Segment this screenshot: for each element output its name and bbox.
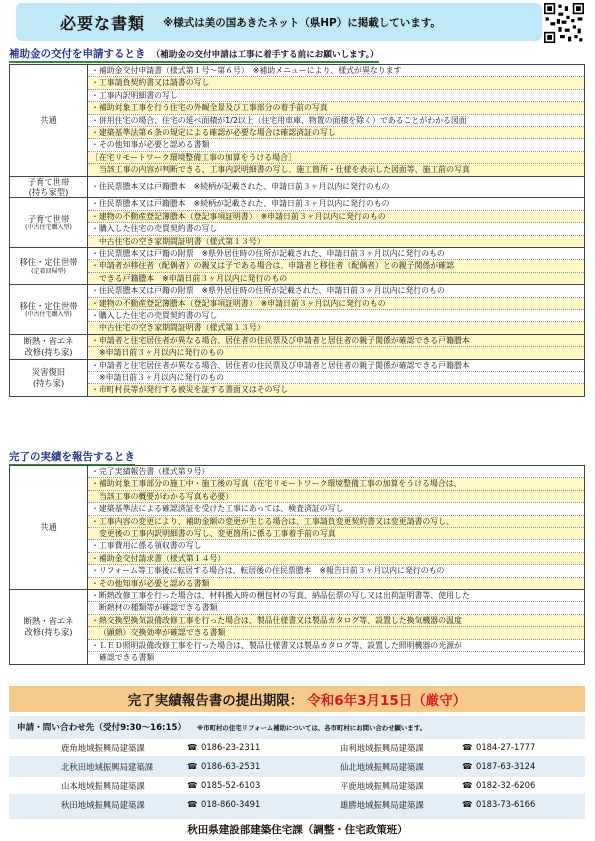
table-row: [10, 65, 584, 177]
footer-organization: 秋田県建設部建築住宅課（調整・住宅政策班）: [187, 824, 408, 836]
contact-heading-text: 申請・問い合わせ先（受付9:30〜16:15）: [17, 723, 187, 733]
list-item: 変更後の工事内訳明細書の写し、変更箇所に係る工事着手前の写真: [88, 528, 584, 540]
category-label: 共通: [40, 522, 57, 533]
deadline-banner: [9, 686, 585, 712]
list-item: ・工事請負契約書又は請書の写し: [88, 77, 584, 89]
apply-documents-table: [9, 64, 585, 397]
office-name: 由利地域振興局建築課: [340, 743, 424, 753]
list-item: 断熱材の種類等が確認できる書類: [88, 602, 584, 614]
header-note: ※様式は美の国あきたネット（県HP）に掲載しています。: [163, 16, 441, 29]
phone-icon: ☎: [462, 761, 473, 771]
list-item: 確認できる書類: [99, 653, 155, 663]
table-row: [10, 285, 584, 335]
phone-icon: ☎: [187, 799, 198, 809]
list-item: ［在宅リモートワーク環境整備工事の加算をうける場合］: [88, 152, 584, 164]
list-item: ※申請日前３ヶ月以内に発行のもの: [88, 372, 584, 384]
category-sublabel: (中古住宅購入型): [25, 310, 72, 318]
office-name: 仙北地域振興局建築課: [340, 762, 424, 772]
category-label: 災害復旧: [31, 367, 66, 378]
list-item: ・住民票謄本又は戸籍謄本 ※続柄が記載された、申請日前３ヶ月以内に発行のもの: [88, 198, 584, 210]
phone-icon: ☎: [187, 742, 198, 752]
category-label: 共通: [40, 115, 57, 126]
contact-row: [9, 777, 585, 794]
list-item: ・完了実績報告書（様式第９号）: [88, 466, 584, 478]
table-row: [10, 335, 584, 360]
section-apply-subtitle: （補助金の交付申請は工事に着手する前にお願いします。）: [151, 50, 379, 60]
table-row: [10, 360, 584, 396]
page-title: 必要な書類: [60, 13, 146, 33]
contact-box: [9, 716, 585, 819]
office-name: 平鹿地域振興局建築課: [340, 781, 424, 791]
table-row: [10, 590, 584, 663]
list-item: ・補助金交付申請書（様式第１号〜第６号） ※補助メニューにより、様式が異なります: [88, 65, 584, 77]
deadline-label: 完了実績報告書の提出期限：: [127, 693, 304, 709]
list-item: ・その他知事が必要と認める書類: [88, 578, 584, 589]
table-row: [10, 248, 584, 285]
office-name: 秋田地域振興局建築課: [61, 800, 145, 810]
phone-icon: ☎: [187, 780, 198, 790]
phone-icon: ☎: [462, 799, 473, 809]
office-phone[interactable]: 0186-23-2311: [201, 742, 261, 752]
office-phone[interactable]: 0185-52-6103: [201, 780, 261, 790]
list-item: ・申請者と住宅居住者が異なる場合、居住者の住民票及び申請者と居住者の親子関係が確認できる戸籍謄本: [88, 360, 584, 372]
office-name: 鹿角地域振興局建築課: [61, 743, 145, 753]
contact-heading: [17, 721, 426, 733]
section-report-title: 完了の実績を報告するとき: [9, 451, 135, 463]
row-category: [10, 65, 88, 176]
list-item: ・工事費用に係る領収書の写し: [88, 540, 584, 552]
category-sublabel: 改修(持ち家): [24, 626, 73, 637]
list-item: ・工事内容の変更により、補助金額の変更が生じる場合は、工事請負変更契約書又は変更請書の写し、: [88, 516, 584, 528]
qr-code-icon[interactable]: [544, 3, 584, 43]
section-apply-title: 補助金の交付を申請するとき: [9, 48, 146, 60]
category-label: 子育て世帯: [27, 213, 70, 224]
category-sublabel: (持ち家型): [28, 187, 69, 198]
list-item: ※申請日前３ヶ月以内に発行のもの: [88, 347, 584, 358]
list-item: ・ＬＥＤ照明設備改修工事を行った場合は、製品仕様書又は製品カタログ等、設置した照明機器の光源が: [88, 640, 584, 652]
list-item: 中古住宅の空き家期間証明書（様式第１３号）: [88, 236, 584, 247]
list-item: ・建物の不動産登記簿謄本（登記事項証明書） ※申請日前３ヶ月以内に発行のもの: [88, 211, 584, 223]
category-label: 移住・定住世帯: [19, 300, 78, 311]
list-item: ・建築基準法による確認済証を受けた工事にあっては、検査済証の写し: [88, 503, 584, 515]
list-item: ・断熱改修工事を行った場合は、材料搬入時の梱包材の写真、納品伝票の写し又は出荷証明書等、使用した: [88, 590, 584, 602]
row-category: [10, 590, 88, 663]
list-item: ・その他知事が必要と認める書類: [88, 139, 584, 151]
list-item: ・補助対象工事を行う住宅の外観全景及び工事部分の着手前の写真: [88, 102, 584, 114]
contact-row: [9, 739, 585, 756]
section-report-heading: [9, 449, 135, 466]
list-item: ・工事内訳明細書の写し: [88, 90, 584, 102]
list-item: ・熱交換型換気設備改修工事を行った場合は、製品仕様書又は製品カタログ等、設置した換気機器の温度: [88, 615, 584, 627]
list-item: ・申請者が移住者（配偶者）の親又は子である場合は、申請者と移住者（配偶者）との親子関係が確認: [88, 260, 584, 272]
list-item: ・併用住宅の場合、住宅の延べ面積が1/2以上（住宅用車庫、物置の面積を除く）であることがわかる図面: [88, 115, 584, 127]
list-item: ・住民票謄本又は戸籍謄本 ※続柄が記載された、申請日前３ヶ月以内に発行のもの: [91, 181, 390, 191]
list-item: ・申請者と住宅居住者が異なる場合、居住者の住民票及び申請者と居住者の親子関係が確認できる戸籍謄本: [88, 335, 584, 347]
category-label: 子育て世帯: [27, 176, 70, 187]
category-label: 断熱・省エネ: [23, 616, 74, 627]
category-sublabel: (定着回帰型): [31, 267, 66, 275]
phone-icon: ☎: [462, 780, 473, 790]
list-item: ・市町村長等が発行する被災を証する書面又はその写し: [88, 384, 584, 395]
list-item: ・補助対象工事部分の施工中・施工後の写真（在宅リモートワーク環境整備工事の加算をうける場合は、: [88, 478, 584, 490]
office-name: 山本地域振興局建築課: [61, 781, 145, 791]
office-phone[interactable]: 0183-73-6166: [476, 799, 536, 809]
list-item: ・建物の不動産登記簿謄本（登記事項証明書） ※申請日前３ヶ月以内に発行のもの: [88, 298, 584, 310]
office-phone[interactable]: 0186-63-2531: [201, 761, 261, 771]
list-item: （顕熱）交換効率が確認できる書類: [88, 627, 584, 639]
header-banner: [16, 3, 542, 41]
list-item: ・住民票謄本又は戸籍の附票 ※県外居住時の住所が記載された、申請日前３ヶ月以内に発行のもの: [88, 248, 584, 260]
deadline-date: 令和6年3月15日（厳守）: [307, 693, 467, 709]
category-label: 移住・定住世帯: [19, 257, 78, 268]
row-category: [10, 285, 88, 334]
row-category: [10, 177, 88, 198]
list-item: ・補助金交付請求書（様式第１４号）: [88, 553, 584, 565]
list-item: ・リフォーム等工事後に転居する場合は、転居後の住民票謄本 ※報告日前３ヶ月以内に発行のもの: [88, 565, 584, 577]
list-item: ・購入した住宅の売買契約書の写し: [88, 223, 584, 235]
list-item: 当該工事の概要がわかる写真も必要）: [88, 491, 584, 503]
contact-row: [9, 758, 585, 775]
category-sublabel: (中古住宅購入型): [25, 224, 72, 232]
category-label: 断熱・省エネ: [23, 336, 74, 347]
row-category: [10, 360, 88, 396]
row-category: [10, 248, 88, 284]
report-documents-table: [9, 465, 585, 665]
list-item: できる戸籍謄本 ※申請日前３ヶ月以内に発行のもの: [88, 273, 584, 284]
list-item: 当該工事の内容が判断できる、工事内訳明細書の写し、施工箇所・仕様を表示した図面等、施工前の写真: [88, 164, 584, 175]
list-item: ・購入した住宅の売買契約書の写し: [88, 310, 584, 322]
office-phone[interactable]: 0184-27-1777: [476, 742, 536, 752]
office-phone[interactable]: 018-860-3491: [201, 799, 261, 809]
row-category: [10, 335, 88, 359]
list-item: 中古住宅の空き家期間証明書（様式第１３号）: [88, 322, 584, 333]
list-item: ・住民票謄本又は戸籍の附票 ※県外居住時の住所が記載された、申請日前３ヶ月以内に発行のもの: [88, 285, 584, 297]
row-category: [10, 466, 88, 589]
office-phone[interactable]: 0187-63-3124: [476, 761, 536, 771]
row-category: [10, 198, 88, 247]
category-sublabel: (持ち家): [32, 377, 65, 388]
phone-icon: ☎: [187, 761, 198, 771]
phone-icon: ☎: [462, 742, 473, 752]
table-row: [10, 466, 584, 590]
contact-row: [9, 796, 585, 813]
list-item: ・建築基準法第６条の規定による確認が必要な場合は確認済証の写し: [88, 127, 584, 139]
office-phone[interactable]: 0182-32-6206: [476, 780, 536, 790]
office-name: 雄勝地域振興局建築課: [340, 800, 424, 810]
contact-note: ※市町村の住宅リフォーム補助については、各市町村にお問い合わせ願います。: [197, 724, 426, 732]
table-row: [10, 177, 584, 199]
section-apply-heading: [9, 46, 379, 63]
category-sublabel: 改修(持ち家): [24, 346, 73, 357]
table-row: [10, 198, 584, 248]
office-name: 北秋田地域振興局建築課: [61, 762, 154, 772]
